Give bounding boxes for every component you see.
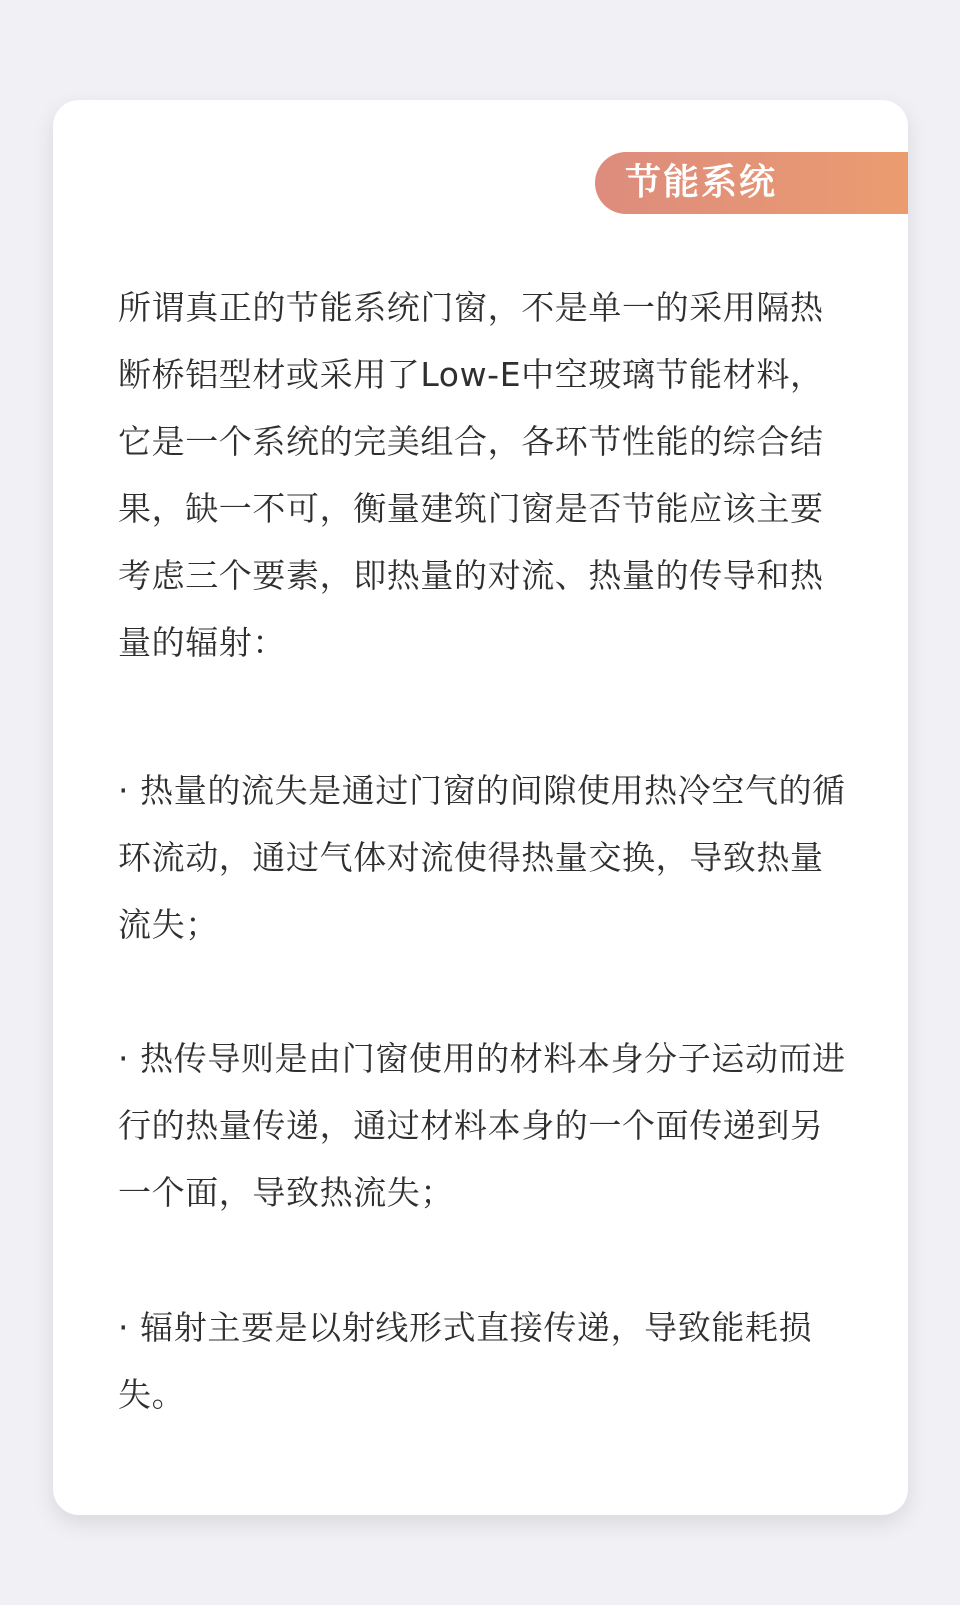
intro-paragraph: 所谓真正的节能系统门窗，不是单一的采用隔热断桥铝型材或采用了Low-E中空玻璃节能材料，它是一个系统的完美组合，各环节性能的综合结果，缺一不可，衡量建筑门窗是否节能应该主要考虑三个要素，即热量的对流、热量的传导和热量的辐射： <box>118 288 824 662</box>
bullet-convection: · 热量的流失是通过门窗的间隙使用热冷空气的循环流动，通过气体对流使得热量交换，导致热量流失； <box>118 771 846 944</box>
section-title-badge: 节能系统 <box>595 152 908 214</box>
bullet-conduction: · 热传导则是由门窗使用的材料本身分子运动而进行的热量传递，通过材料本身的一个面传递到另一个面，导致热流失； <box>118 1039 846 1212</box>
content-card <box>53 100 908 1515</box>
bullet-radiation: · 辐射主要是以射线形式直接传递，导致能耗损失。 <box>118 1308 813 1414</box>
